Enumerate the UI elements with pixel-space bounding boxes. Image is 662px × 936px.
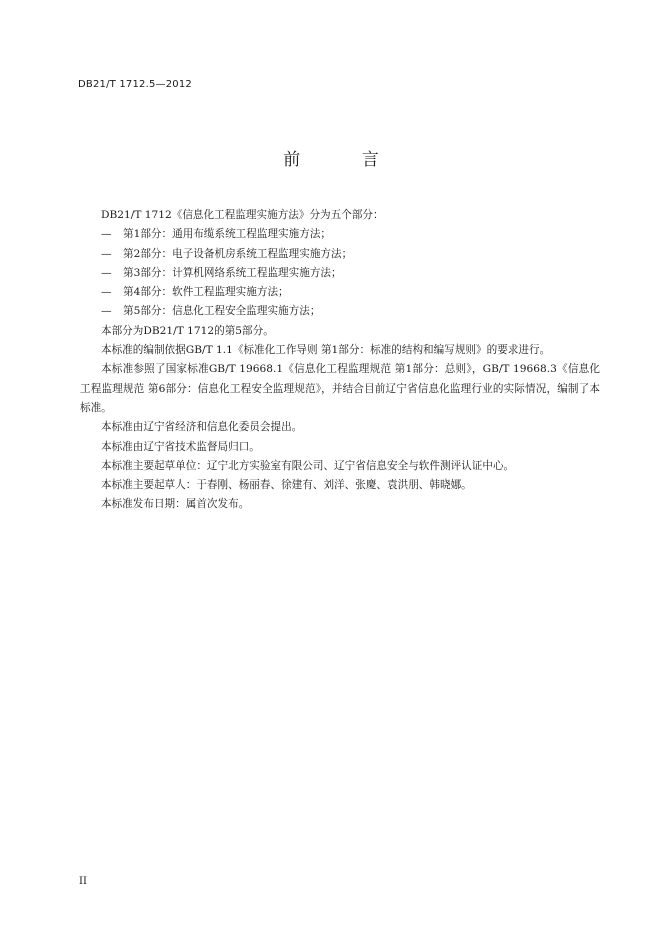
paragraph: 本标准的编制依据GB/T 1.1《标准化工作导则 第1部分：标准的结构和编写规则》的要求进行。	[101, 344, 551, 357]
foreword-body	[80, 206, 600, 515]
dash-marker: —	[101, 286, 112, 299]
part-text: 第1部分：通用布缆系统工程监理实施方法；	[123, 228, 332, 241]
part-item	[80, 225, 600, 244]
dash-marker: —	[101, 228, 112, 241]
part-item	[80, 302, 600, 321]
part-item	[80, 245, 600, 264]
part-item	[80, 283, 600, 302]
standard-code: DB21/T 1712.5—2012	[78, 79, 192, 90]
paragraph: 本标准发布日期：属首次发布。	[101, 498, 250, 511]
paragraph: 本标准主要起草人：于春刚、杨丽春、徐建有、刘洋、张慶、袁洪朋、韩晓娜。	[101, 479, 472, 492]
part-text: 第2部分：电子设备机房系统工程监理实施方法；	[123, 247, 353, 260]
paragraph: 本标准参照了国家标准GB/T 19668.1《信息化工程监理规范 第1部分：总则》，GB/T 19668.3《信息化工程监理规范 第6部分：信息化工程安全监理规范》，并结合目前辽宁省信息化监理行业的实际情况，编制了本标准。	[80, 363, 600, 414]
dash-marker: —	[101, 266, 112, 279]
dash-marker: —	[101, 305, 112, 318]
page-number: II	[79, 876, 87, 887]
paragraph: 本标准由辽宁省经济和信息化委员会提出。	[101, 421, 303, 434]
part-text: 第3部分：计算机网络系统工程监理实施方法；	[123, 266, 342, 279]
dash-marker: —	[101, 247, 112, 260]
paragraph: 本部分为DB21/T 1712的第5部分。	[101, 324, 274, 337]
part-item	[80, 264, 600, 283]
part-text: 第5部分：信息化工程安全监理实施方法；	[123, 305, 321, 318]
intro-paragraph: DB21/T 1712《信息化工程监理实施方法》分为五个部分：	[101, 209, 384, 221]
paragraph: 本标准由辽宁省技术监督局归口。	[101, 440, 260, 453]
paragraph: 本标准主要起草单位：辽宁北方实验室有限公司、辽宁省信息安全与软件测评认证中心。	[101, 459, 515, 472]
page-title: 前 言	[283, 150, 407, 170]
part-text: 第4部分：软件工程监理实施方法；	[123, 286, 289, 299]
